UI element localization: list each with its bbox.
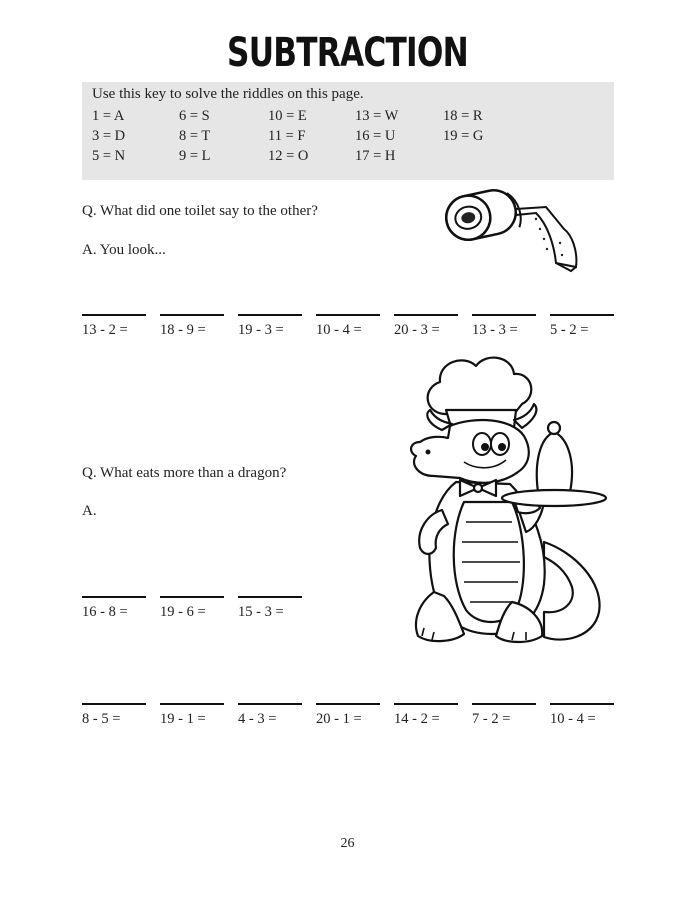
subtraction-problem: 20 - 3 = [394,322,440,338]
key-entry: 6 = S [179,108,210,124]
answer-blank[interactable] [82,314,146,316]
key-entry: 19 = G [443,128,484,144]
subtraction-problem: 8 - 5 = [82,711,121,727]
subtraction-problem: 19 - 1 = [160,711,206,727]
subtraction-problem: 4 - 3 = [238,711,277,727]
key-entry: 8 = T [179,128,211,144]
answer-blank[interactable] [472,703,536,705]
answer-blank[interactable] [550,703,614,705]
answer-blank[interactable] [472,314,536,316]
key-entry: 11 = F [268,128,306,144]
subtraction-problem: 14 - 2 = [394,711,440,727]
answer-blank[interactable] [82,596,146,598]
subtraction-problem: 16 - 8 = [82,604,128,620]
key-instructions: Use this key to solve the riddles on this page. [92,86,364,102]
key-entry: 13 = W [355,108,399,124]
subtraction-problem: 15 - 3 = [238,604,284,620]
riddle-question: Q. What did one toilet say to the other? [82,203,318,219]
subtraction-problem: 13 - 2 = [82,322,128,338]
answer-blank[interactable] [238,314,302,316]
answer-blank[interactable] [160,596,224,598]
answer-blank[interactable] [394,703,458,705]
key-entry: 12 = O [268,148,309,164]
answer-blank[interactable] [238,703,302,705]
answer-blank[interactable] [550,314,614,316]
answer-blank[interactable] [82,703,146,705]
answer-key-box [82,82,614,180]
answer-blank[interactable] [238,596,302,598]
page-title: SUBTRACTION [227,30,468,76]
subtraction-problem: 7 - 2 = [472,711,511,727]
subtraction-problem: 13 - 3 = [472,322,518,338]
answer-blank[interactable] [316,314,380,316]
answer-blank[interactable] [160,703,224,705]
key-entry: 18 = R [443,108,483,124]
key-entry: 3 = D [92,128,126,144]
subtraction-problem: 10 - 4 = [550,711,596,727]
key-entry: 9 = L [179,148,211,164]
toilet-paper-icon [436,185,581,277]
answer-blank[interactable] [160,314,224,316]
subtraction-problem: 10 - 4 = [316,322,362,338]
answer-blank[interactable] [316,703,380,705]
subtraction-problem: 5 - 2 = [550,322,589,338]
subtraction-problem: 20 - 1 = [316,711,362,727]
key-entry: 5 = N [92,148,126,164]
subtraction-problem: 19 - 3 = [238,322,284,338]
key-entry: 10 = E [268,108,307,124]
dragon-chef-icon [394,352,612,652]
riddle-answer-prompt: A. You look... [82,242,166,258]
subtraction-problem: 18 - 9 = [160,322,206,338]
key-entry: 17 = H [355,148,396,164]
riddle-answer-prompt: A. [82,503,97,519]
key-entry: 1 = A [92,108,125,124]
subtraction-problem: 19 - 6 = [160,604,206,620]
page-number: 26 [340,836,355,851]
key-entry: 16 = U [355,128,396,144]
riddle-question: Q. What eats more than a dragon? [82,465,287,481]
answer-blank[interactable] [394,314,458,316]
